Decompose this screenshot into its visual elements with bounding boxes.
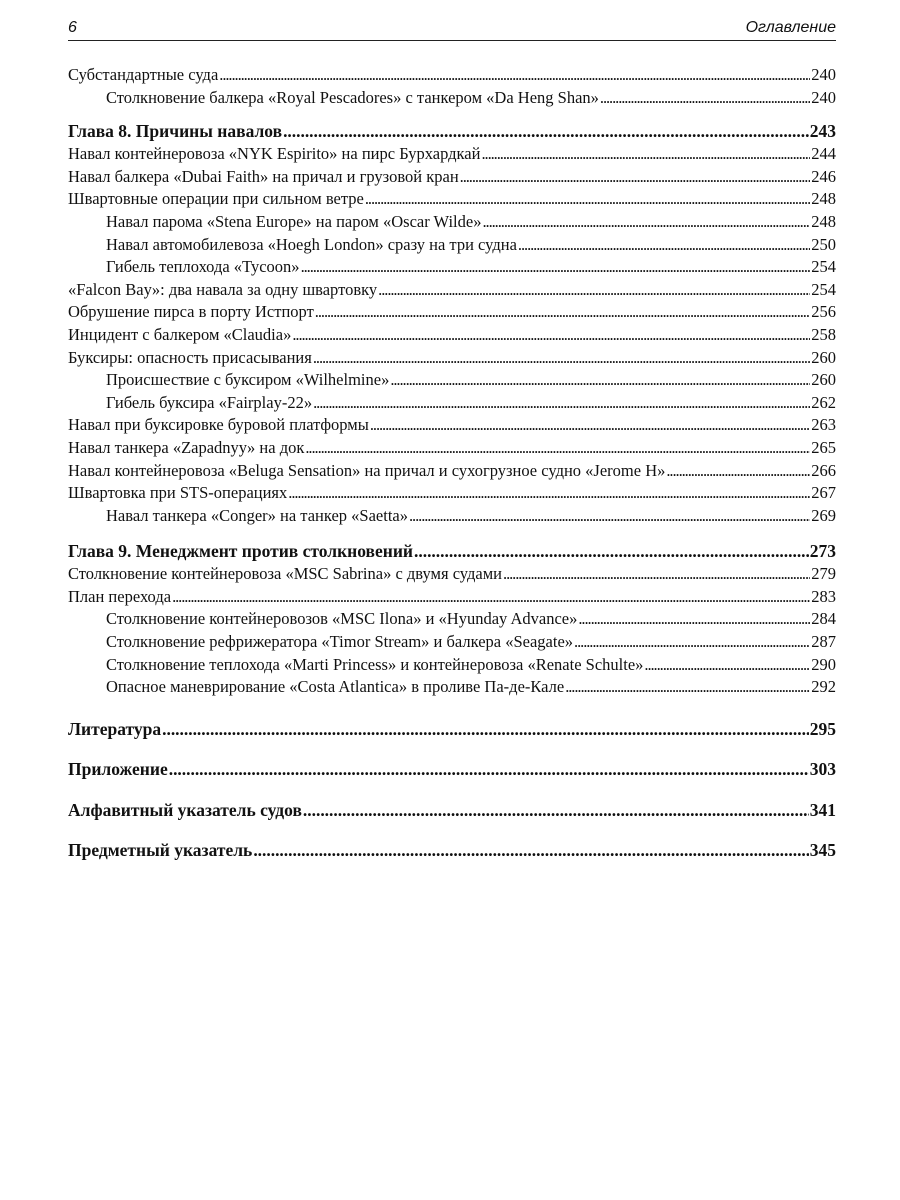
toc-subentry[interactable] (68, 654, 836, 677)
toc-entry-title: Столкновение рефрижератора «Timor Stream» и балкера «Seagate» (106, 632, 574, 652)
toc-entry[interactable] (68, 188, 836, 211)
dot-leader (253, 838, 808, 862)
page-number: 6 (68, 19, 77, 36)
toc-subentry[interactable] (68, 392, 836, 415)
toc-entry-page: 267 (811, 483, 836, 503)
dot-leader (283, 119, 809, 143)
dot-leader (481, 143, 810, 166)
toc-entry-page: 256 (811, 302, 836, 322)
toc-entry[interactable] (68, 301, 836, 324)
dot-leader (162, 717, 809, 741)
toc-entry-title: Столкновение контейнеровоза «MSC Sabrina» с двумя судами (68, 564, 503, 584)
running-header (68, 18, 836, 41)
toc-entry-page: 290 (811, 654, 836, 674)
toc-entry[interactable] (68, 143, 836, 166)
toc-entry-title: «Falcon Bay»: два навала за одну швартовку (68, 279, 378, 299)
toc-entry-title: Навал парома «Stena Europe» на паром «Oscar Wilde» (106, 211, 482, 231)
chapter-title: Глава 8. Причины навалов (68, 121, 283, 142)
toc-subentry[interactable] (68, 676, 836, 699)
toc-entry-page: 260 (811, 347, 836, 367)
toc-entry[interactable] (68, 324, 836, 347)
dot-leader (666, 460, 810, 483)
toc-entry-page: 263 (811, 415, 836, 435)
dot-leader (409, 505, 810, 528)
toc-entry[interactable] (68, 347, 836, 370)
toc-subentry[interactable] (68, 234, 836, 257)
toc-entry-page: 258 (811, 324, 836, 344)
toc-entry-page: 248 (811, 211, 836, 231)
chapter-title: Алфавитный указатель судов (68, 799, 302, 820)
toc-subentry[interactable] (68, 505, 836, 528)
toc-subentry[interactable] (68, 256, 836, 279)
dot-leader (301, 256, 811, 279)
toc-entry-title: Навал танкера «Conger» на танкер «Saetta» (106, 505, 408, 525)
appendix-heading[interactable] (68, 757, 836, 781)
toc-subentry[interactable] (68, 211, 836, 234)
chapter-8-heading[interactable] (68, 119, 836, 143)
running-title: Оглавление (745, 19, 836, 36)
ship-index-heading[interactable] (68, 798, 836, 822)
dot-leader (172, 586, 810, 609)
dot-leader (313, 347, 810, 370)
chapter-page: 341 (809, 799, 836, 820)
chapter-title: Литература (68, 718, 162, 739)
toc-entry-title: Опасное маневрирование «Costa Atlantica» в проливе Па-де-Кале (106, 677, 565, 697)
dot-leader (482, 211, 810, 234)
chapter-page: 295 (809, 718, 836, 739)
toc-entry-page: 260 (811, 370, 836, 390)
toc-entry-title: Гибель теплохода «Tycoon» (106, 257, 300, 277)
toc-entry-title: Обрушение пирса в порту Истпорт (68, 302, 314, 322)
chapter-9-heading[interactable] (68, 539, 836, 563)
toc-entry[interactable] (68, 166, 836, 189)
toc-entry-page: 262 (811, 392, 836, 412)
chapter-page: 273 (809, 541, 836, 562)
toc-entry-title: План перехода (68, 586, 172, 606)
toc-entry-page: 240 (811, 87, 836, 107)
toc-entry[interactable] (68, 563, 836, 586)
toc-entry-title: Навал автомобилевоза «Hoegh London» сразу на три судна (106, 234, 517, 254)
table-of-contents (68, 64, 836, 862)
chapter-title: Предметный указатель (68, 839, 253, 860)
dot-leader (414, 539, 809, 563)
subject-index-heading[interactable] (68, 838, 836, 862)
toc-subentry[interactable] (68, 608, 836, 631)
dot-leader (303, 798, 809, 822)
toc-entry-title: Столкновение теплохода «Marti Princess» и контейнеровоза «Renate Schulte» (106, 654, 644, 674)
toc-entry[interactable] (68, 414, 836, 437)
literature-heading[interactable] (68, 717, 836, 741)
dot-leader (169, 757, 809, 781)
toc-entry-title: Навал контейнеровоза «Beluga Sensation» на причал и сухогрузное судно «Jerome H» (68, 460, 666, 480)
toc-entry-page: 265 (811, 437, 836, 457)
toc-entry-title: Буксиры: опасность присасывания (68, 347, 312, 367)
toc-entry[interactable] (68, 279, 836, 302)
dot-leader (574, 631, 810, 654)
dot-leader (292, 324, 810, 347)
toc-entry-page: 266 (811, 460, 836, 480)
toc-entry-page: 248 (811, 189, 836, 209)
chapter-page: 345 (809, 839, 836, 860)
dot-leader (365, 188, 810, 211)
toc-entry[interactable] (68, 64, 836, 87)
toc-entry-page: 283 (811, 586, 836, 606)
toc-entry-page: 279 (811, 564, 836, 584)
toc-entry-page: 250 (811, 234, 836, 254)
toc-entry-page: 254 (811, 279, 836, 299)
toc-entry-page: 292 (811, 677, 836, 697)
toc-entry-title: Столкновение балкера «Royal Pescadores» с танкером «Da Heng Shan» (106, 87, 599, 107)
toc-entry-title: Гибель буксира «Fairplay-22» (106, 392, 313, 412)
toc-subentry[interactable] (68, 87, 836, 110)
dot-leader (600, 87, 810, 110)
chapter-title: Глава 9. Менеджмент против столкновений (68, 541, 414, 562)
dot-leader (518, 234, 810, 257)
toc-entry[interactable] (68, 482, 836, 505)
toc-entry-page: 284 (811, 609, 836, 629)
toc-subentry[interactable] (68, 369, 836, 392)
dot-leader (578, 608, 810, 631)
chapter-title: Приложение (68, 758, 168, 779)
toc-entry-title: Навал танкера «Zapadnyy» на док (68, 437, 305, 457)
toc-entry-page: 254 (811, 257, 836, 277)
toc-entry[interactable] (68, 586, 836, 609)
toc-entry-title: Навал балкера «Dubai Faith» на причал и грузовой кран (68, 166, 459, 186)
dot-leader (370, 414, 810, 437)
toc-entry-title: Швартовные операции при сильном ветре (68, 189, 364, 209)
dot-leader (503, 563, 810, 586)
toc-entry-title: Навал при буксировке буровой платформы (68, 415, 369, 435)
dot-leader (219, 64, 810, 87)
toc-entry-title: Швартовка при STS-операциях (68, 483, 288, 503)
dot-leader (288, 482, 810, 505)
toc-entry-page: 244 (811, 144, 836, 164)
toc-entry-title: Навал контейнеровоза «NYK Espirito» на пирс Бурхардкай (68, 144, 481, 164)
toc-entry-title: Происшествие с буксиром «Wilhelmine» (106, 370, 390, 390)
dot-leader (305, 437, 810, 460)
toc-entry-title: Субстандартные суда (68, 65, 219, 84)
dot-leader (390, 369, 810, 392)
chapter-page: 243 (809, 121, 836, 142)
dot-leader (378, 279, 810, 302)
toc-entry-title: Столкновение контейнеровозов «MSC Ilona» и «Hyunday Advance» (106, 609, 578, 629)
dot-leader (460, 166, 811, 189)
toc-entry-page: 240 (811, 65, 836, 84)
toc-entry[interactable] (68, 460, 836, 483)
toc-entry-title: Инцидент с балкером «Claudia» (68, 324, 292, 344)
toc-entry-page: 287 (811, 632, 836, 652)
dot-leader (313, 392, 810, 415)
toc-entry-page: 246 (811, 166, 836, 186)
toc-entry-page: 269 (811, 505, 836, 525)
dot-leader (315, 301, 810, 324)
dot-leader (644, 654, 810, 677)
dot-leader (565, 676, 810, 699)
toc-subentry[interactable] (68, 631, 836, 654)
chapter-page: 303 (809, 758, 836, 779)
toc-entry[interactable] (68, 437, 836, 460)
